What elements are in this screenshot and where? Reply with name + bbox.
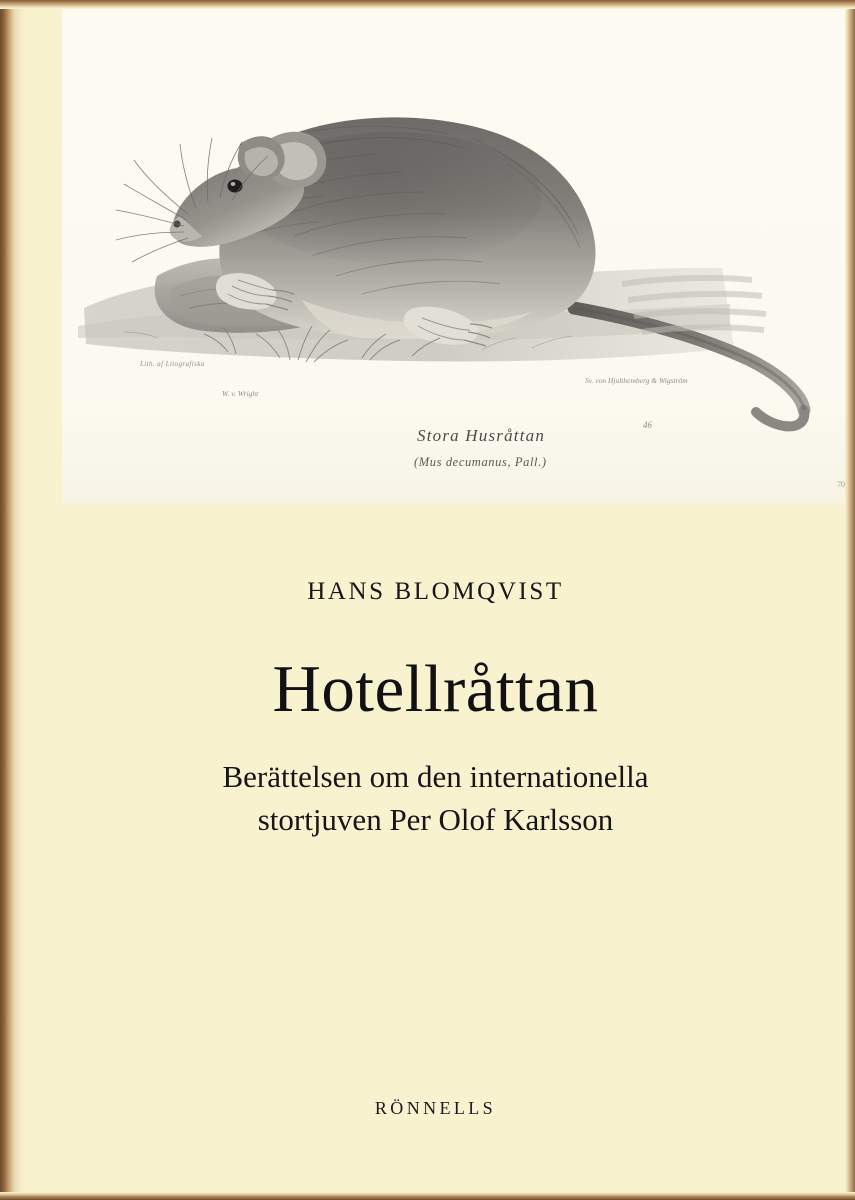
publisher-name: RÖNNELLS: [374, 1098, 497, 1118]
illustration-panel: [62, 8, 845, 503]
cover-text-block: [26, 540, 845, 842]
illustration-caption-main: Stora Husråttan: [417, 426, 546, 445]
plate-number-center: 46: [643, 420, 652, 430]
plate-mark-right: Sv. von Hjulthemberg & Wigström: [585, 376, 688, 385]
subtitle-line-2: stortjuven Per Olof Karlsson: [257, 801, 614, 837]
top-page-edge: [0, 0, 855, 9]
right-page-edge: [845, 0, 855, 1200]
subtitle-line-1: Berättelsen om den internationella: [222, 759, 649, 794]
plate-mark-artist: W. v. Wright: [222, 389, 259, 398]
plate-number-right: 70: [837, 480, 845, 489]
plate-mark-left: Lith. af Litografiska: [140, 360, 205, 368]
book-subtitle: [26, 756, 845, 842]
book-title: Hotellråttan: [272, 652, 599, 726]
illustration-caption-sub: (Mus decumanus, Pall.): [414, 455, 547, 469]
spine-edge: [0, 0, 26, 1200]
author-name: HANS BLOMQVIST: [307, 578, 564, 605]
bottom-page-edge: [0, 1192, 855, 1200]
